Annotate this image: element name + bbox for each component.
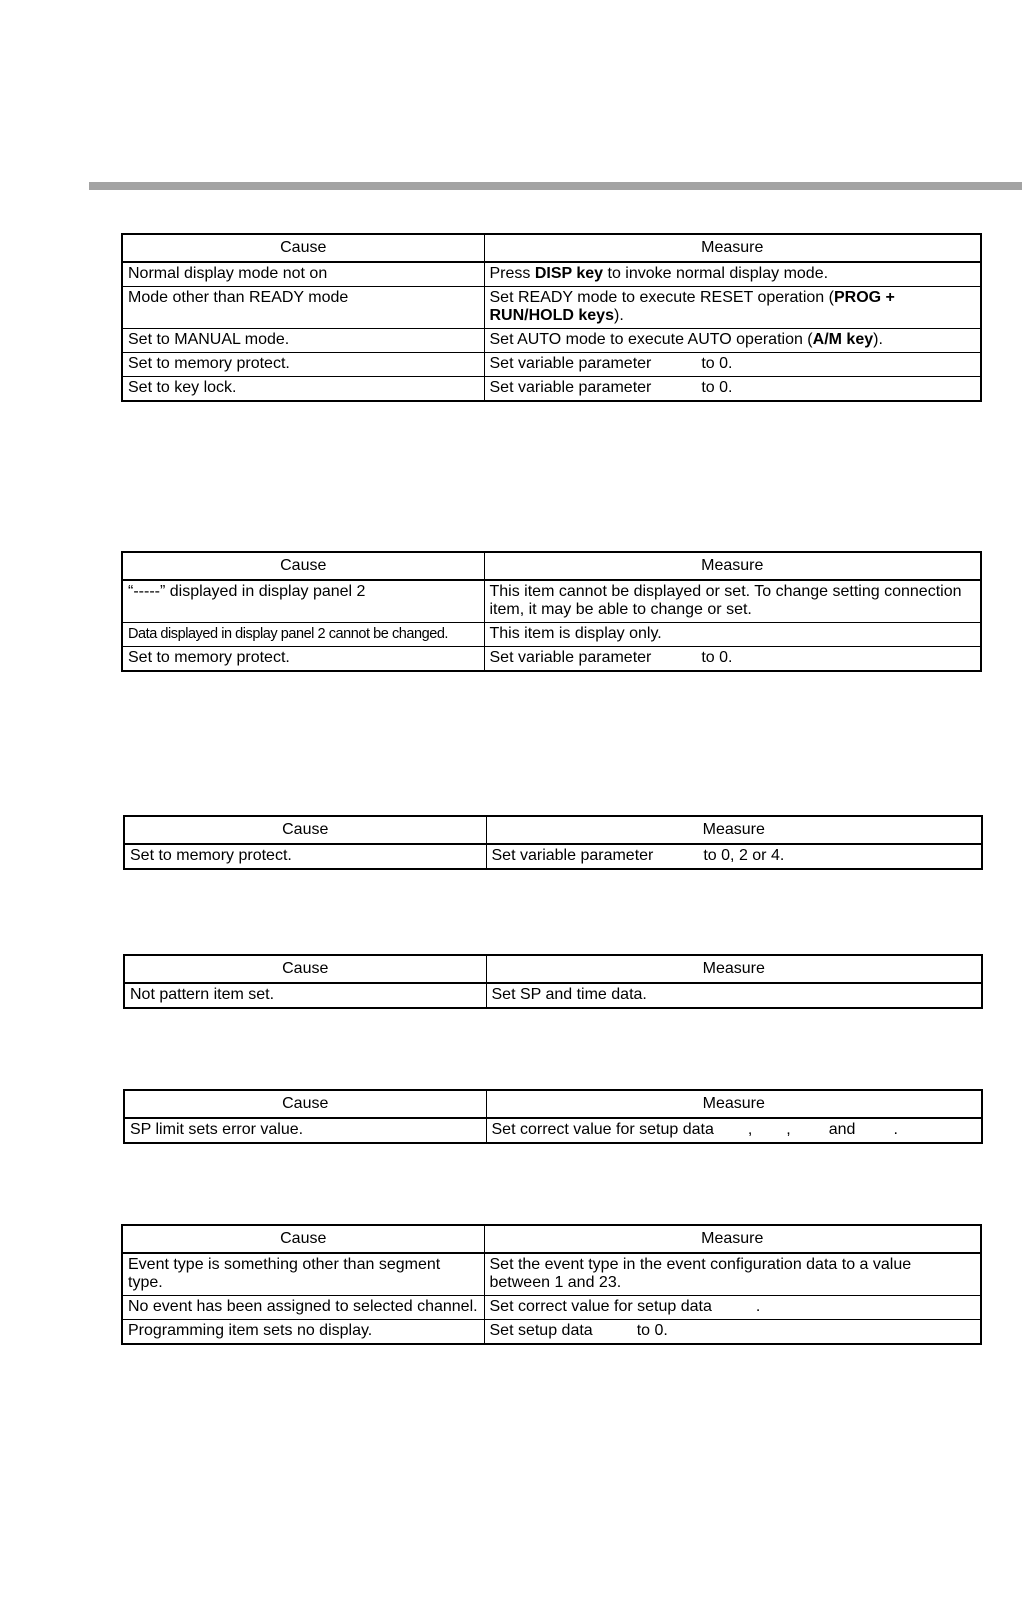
cause-column-header: Cause <box>124 816 486 844</box>
cause-cell: Set to memory protect. <box>124 844 486 869</box>
troubleshooting-table-3 <box>123 815 983 870</box>
measure-cell: Press DISP key to invoke normal display mode. <box>484 262 981 287</box>
measure-cell: Set the event type in the event configuration data to a value between 1 and 23. <box>484 1253 981 1296</box>
table-header-row <box>124 816 982 844</box>
table-row <box>122 1320 981 1345</box>
table-row <box>122 287 981 329</box>
troubleshooting-table-4 <box>123 954 983 1009</box>
table-row <box>122 353 981 377</box>
measure-cell: Set setup data to 0. <box>484 1320 981 1345</box>
troubleshooting-table-6 <box>121 1224 982 1345</box>
cause-cell: Programming item sets no display. <box>122 1320 484 1345</box>
table-row <box>122 1253 981 1296</box>
cause-column-header: Cause <box>122 552 484 580</box>
measure-cell: Set AUTO mode to execute AUTO operation (A/M key). <box>484 329 981 353</box>
measure-cell: Set READY mode to execute RESET operation (PROG + RUN/HOLD keys). <box>484 287 981 329</box>
measure-cell: Set variable parameter to 0. <box>484 377 981 402</box>
measure-cell: Set variable parameter to 0. <box>484 647 981 672</box>
measure-column-header: Measure <box>484 552 981 580</box>
cause-cell: SP limit sets error value. <box>124 1118 486 1143</box>
cause-column-header: Cause <box>124 955 486 983</box>
measure-column-header: Measure <box>486 1090 982 1118</box>
table-row <box>122 647 981 672</box>
table-row <box>122 329 981 353</box>
measure-column-header: Measure <box>484 234 981 262</box>
measure-column-header: Measure <box>486 816 982 844</box>
table-header-row <box>122 234 981 262</box>
cause-cell: Event type is something other than segment type. <box>122 1253 484 1296</box>
cause-cell: Normal display mode not on <box>122 262 484 287</box>
cause-cell: Set to memory protect. <box>122 647 484 672</box>
cause-cell: Set to key lock. <box>122 377 484 402</box>
cause-column-header: Cause <box>122 234 484 262</box>
cause-cell: Mode other than READY mode <box>122 287 484 329</box>
cause-cell: Data displayed in display panel 2 cannot be changed. <box>122 623 484 647</box>
cause-cell: Not pattern item set. <box>124 983 486 1008</box>
cause-cell: Set to memory protect. <box>122 353 484 377</box>
measure-cell: Set SP and time data. <box>486 983 982 1008</box>
table-row <box>122 377 981 402</box>
troubleshooting-table-1 <box>121 233 982 402</box>
cause-cell: Set to MANUAL mode. <box>122 329 484 353</box>
measure-cell: Set correct value for setup data , , and . <box>486 1118 982 1143</box>
table-header-row <box>122 552 981 580</box>
measure-cell: This item is display only. <box>484 623 981 647</box>
table-header-row <box>124 1090 982 1118</box>
measure-cell: Set correct value for setup data . <box>484 1296 981 1320</box>
table-header-row <box>122 1225 981 1253</box>
measure-cell: Set variable parameter to 0, 2 or 4. <box>486 844 982 869</box>
troubleshooting-table-5 <box>123 1089 983 1144</box>
table-row <box>122 623 981 647</box>
table-header-row <box>124 955 982 983</box>
table-row <box>122 580 981 623</box>
troubleshooting-table-2 <box>121 551 982 672</box>
cause-column-header: Cause <box>122 1225 484 1253</box>
table-row <box>124 1118 982 1143</box>
measure-column-header: Measure <box>484 1225 981 1253</box>
table-row <box>124 844 982 869</box>
measure-column-header: Measure <box>486 955 982 983</box>
cause-cell: “-----” displayed in display panel 2 <box>122 580 484 623</box>
table-row <box>124 983 982 1008</box>
measure-cell: Set variable parameter to 0. <box>484 353 981 377</box>
table-row <box>122 1296 981 1320</box>
measure-cell: This item cannot be displayed or set. To change setting connection item, it may be able to change or set. <box>484 580 981 623</box>
section-header-rule <box>89 182 1022 190</box>
cause-cell: No event has been assigned to selected channel. <box>122 1296 484 1320</box>
table-row <box>122 262 981 287</box>
cause-column-header: Cause <box>124 1090 486 1118</box>
